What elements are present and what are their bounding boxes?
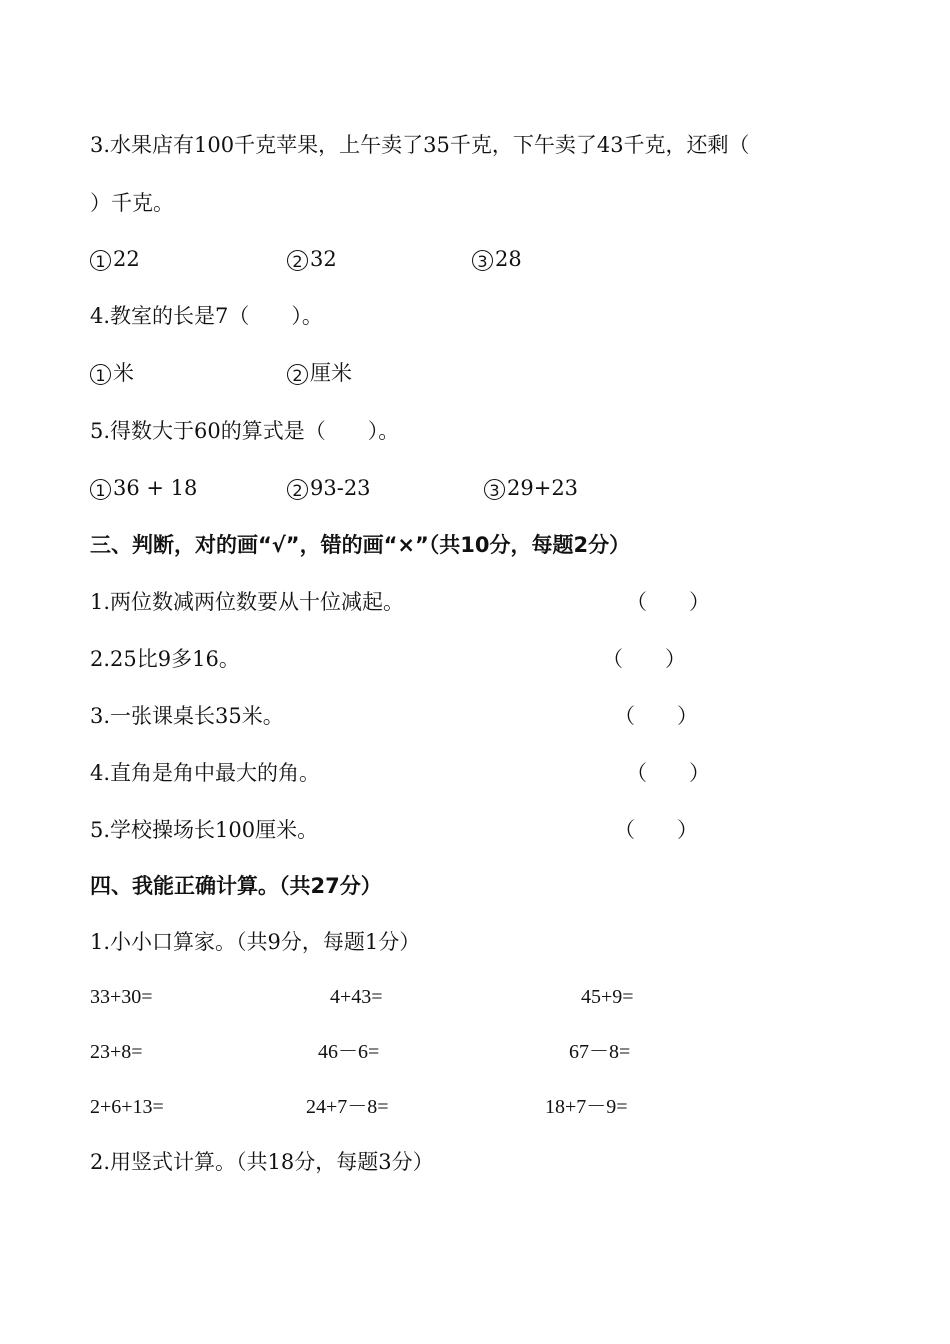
calc-problem: 2+6+13= (90, 1096, 164, 1118)
circled-number-icon: 1 (90, 364, 111, 385)
q3-text-line2: ）千克。 (90, 191, 174, 215)
tf-item-3-text: 3.一张课桌长35米。 (90, 704, 284, 728)
q3-text-line1: 3.水果店有100千克苹果，上午卖了35千克，下午卖了43千克，还剩（ (90, 133, 750, 157)
calc-problem: 18+7－9= (545, 1096, 628, 1118)
option-text: 93-23 (310, 476, 371, 500)
q4-text: 4.教室的长是7（ ）。 (90, 304, 323, 328)
q4-option-1 (90, 358, 134, 388)
calc-problem: 4+43= (330, 986, 383, 1008)
circled-number-icon: 2 (287, 250, 308, 271)
section4-part2-title: 2.用竖式计算。（共18分，每题3分） (90, 1150, 434, 1174)
option-text: 32 (310, 247, 337, 271)
circled-number-icon: 1 (90, 479, 111, 500)
circled-number-icon: 1 (90, 250, 111, 271)
q5-option-1 (90, 473, 197, 503)
circled-number-icon: 2 (287, 479, 308, 500)
option-text: 22 (113, 247, 140, 271)
tf-item-3-answer-blank[interactable]: （ ） (614, 704, 698, 728)
q3-option-3 (472, 244, 522, 274)
tf-item-2-text: 2.25比9多16。 (90, 647, 240, 671)
option-text: 29+23 (507, 476, 579, 500)
option-text: 米 (113, 361, 134, 385)
tf-item-2-answer-blank[interactable]: （ ） (602, 647, 686, 671)
tf-item-5-text: 5.学校操场长100厘米。 (90, 818, 319, 842)
section3-heading: 三、判断，对的画“√”，错的画“×”（共10分，每题2分） (90, 533, 631, 557)
circled-number-icon: 3 (472, 250, 493, 271)
q3-option-1 (90, 244, 140, 274)
option-text: 厘米 (310, 361, 352, 385)
q5-text: 5.得数大于60的算式是（ ）。 (90, 419, 400, 443)
q5-option-3 (484, 473, 578, 503)
calc-problem: 33+30= (90, 986, 153, 1008)
q3-option-2 (287, 244, 337, 274)
tf-item-4-answer-blank[interactable]: （ ） (626, 761, 710, 785)
section4-heading: 四、我能正确计算。（共27分） (90, 874, 382, 898)
section4-part1-title: 1.小小口算家。（共9分，每题1分） (90, 930, 421, 954)
calc-problem: 24+7－8= (306, 1096, 389, 1118)
calc-problem: 67－8= (569, 1041, 631, 1063)
calc-problem: 23+8= (90, 1041, 143, 1063)
option-text: 36 + 18 (113, 476, 198, 500)
circled-number-icon: 3 (484, 479, 505, 500)
option-text: 28 (495, 247, 522, 271)
tf-item-5-answer-blank[interactable]: （ ） (614, 818, 698, 842)
calc-problem: 45+9= (581, 986, 634, 1008)
calc-problem: 46－6= (318, 1041, 380, 1063)
tf-item-4-text: 4.直角是角中最大的角。 (90, 761, 321, 785)
circled-number-icon: 2 (287, 364, 308, 385)
q5-option-2 (287, 473, 371, 503)
tf-item-1-answer-blank[interactable]: （ ） (626, 590, 710, 614)
q4-option-2 (287, 358, 352, 388)
tf-item-1-text: 1.两位数减两位数要从十位减起。 (90, 590, 405, 614)
